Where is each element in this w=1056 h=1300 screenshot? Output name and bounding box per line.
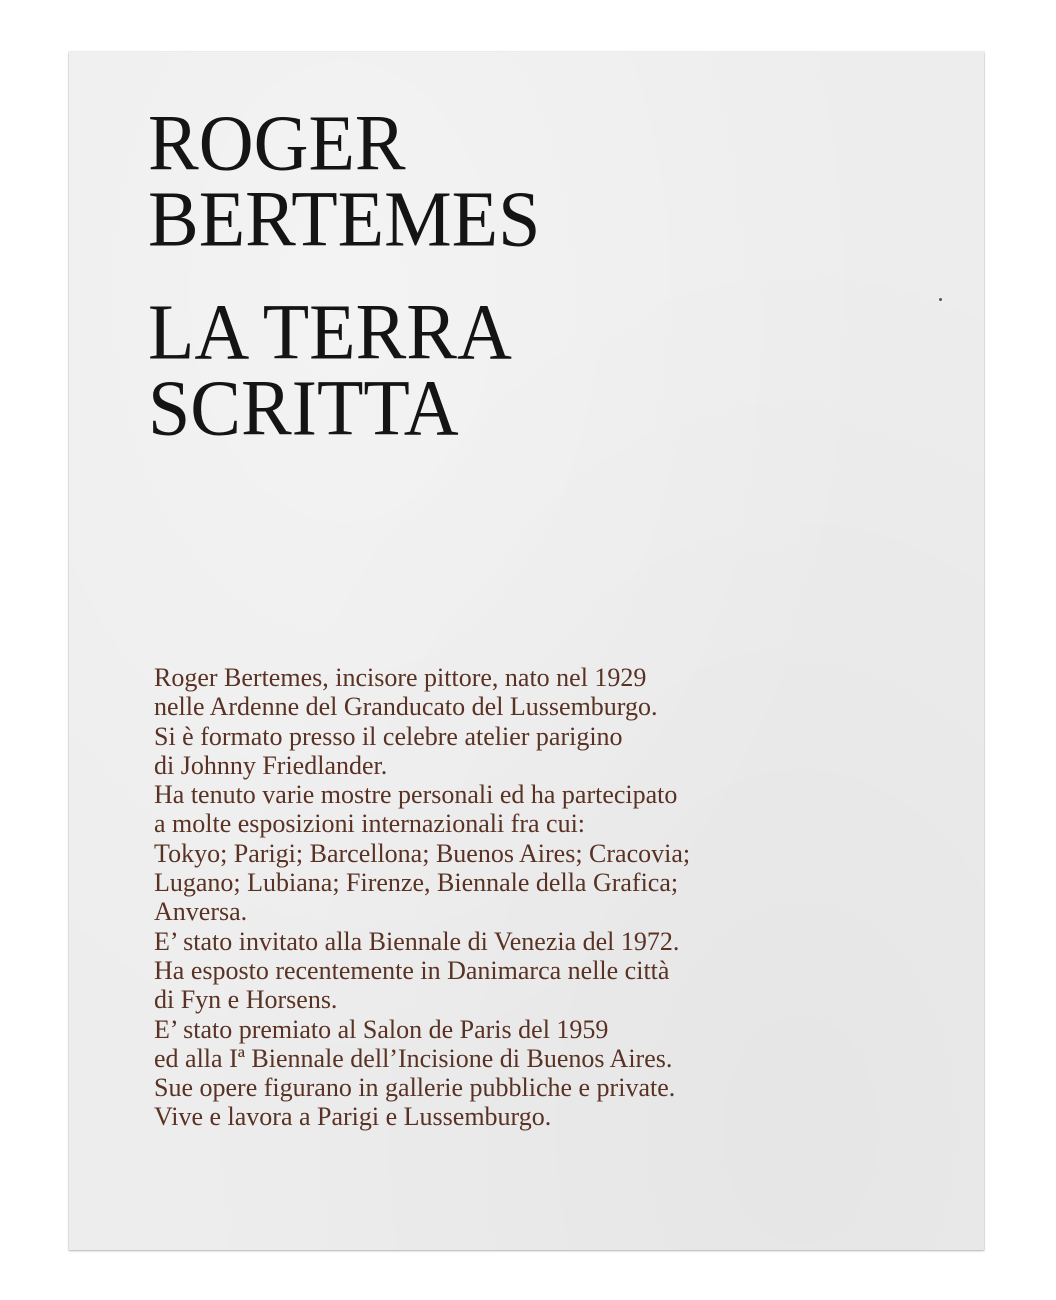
bio-line: a molte esposizioni internazionali fra cui: — [154, 809, 586, 839]
bio-line: Anversa. — [154, 897, 248, 927]
bio-line: Tokyo; Parigi; Barcellona; Buenos Aires; Cracovia; — [154, 838, 691, 868]
bio-line: Ha esposto recentemente in Danimarca nelle città — [154, 955, 670, 985]
bio-line: Vive e lavora a Parigi e Lussemburgo. — [154, 1102, 552, 1132]
catalogue-cover — [69, 52, 984, 1250]
work-title — [148, 288, 540, 453]
paper-speck — [939, 298, 942, 301]
bio-line: E’ stato premiato al Salon de Paris del 1959 — [154, 1014, 609, 1044]
author-name-line-2: BERTEMES — [148, 175, 541, 264]
bio-line: Sue opere figurano in gallerie pubbliche e private. — [154, 1073, 676, 1103]
bio-line: Ha tenuto varie mostre personali ed ha partecipato — [154, 780, 678, 810]
bio-line: Lugano; Lubiana; Firenze, Biennale della Grafica; — [154, 868, 679, 898]
artist-biography — [154, 663, 690, 1132]
cover-title-block — [148, 99, 541, 453]
bio-line: E’ stato invitato alla Biennale di Venezia del 1972. — [154, 926, 680, 956]
bio-line: Roger Bertemes, incisore pittore, nato nel 1929 — [154, 663, 647, 692]
bio-line: di Johnny Friedlander. — [154, 750, 388, 780]
bio-line: di Fyn e Horsens. — [154, 985, 338, 1015]
author-name-line-1: ROGER — [148, 99, 406, 188]
work-title-line-1: LA TERRA — [148, 288, 512, 377]
bio-line: Si è formato presso il celebre atelier parigino — [154, 721, 623, 751]
work-title-line-2: SCRITTA — [148, 364, 459, 453]
bio-line: nelle Ardenne del Granducato del Lussemburgo. — [154, 692, 658, 722]
author-name — [148, 99, 541, 264]
bio-line: ed alla Iª Biennale dell’Incisione di Buenos Aires. — [154, 1043, 673, 1073]
